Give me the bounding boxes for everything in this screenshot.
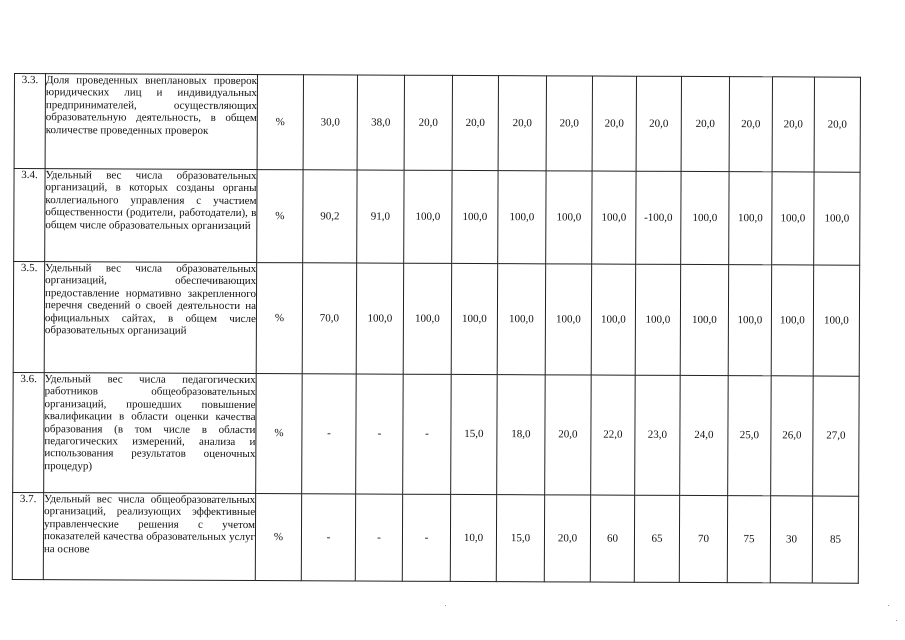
value-cell: 18,0 [497,375,546,495]
value-cell: 15,0 [496,495,544,582]
value-cell: 100,0 [591,264,635,375]
indicator-description: Доля проведенных внеплановых проверок юридических лиц и индивидуальных предпринимателей, осуществляющих образовательную деятельность, в общем количестве проведенных проверок [45,74,257,170]
unit-cell: % [255,494,301,581]
value-cell: 60 [590,495,634,582]
value-cell: 10,0 [450,494,496,581]
value-cell: 23,0 [635,375,681,495]
table-row [12,492,858,583]
value-cell: 20,0 [681,76,729,171]
indicators-table [12,73,861,584]
value-cell: 100,0 [497,264,545,375]
value-cell: 30,0 [303,75,357,170]
value-cell: 100,0 [592,171,636,264]
value-cell: 85 [812,496,858,583]
value-cell: 20,0 [729,77,772,172]
value-cell: - [403,374,452,494]
value-cell: 65 [634,495,679,582]
value-cell: 25,0 [728,376,772,496]
table-row [13,372,860,496]
value-cell: 100,0 [451,263,497,374]
value-cell: 100,0 [814,172,860,265]
value-cell: 100,0 [635,264,680,375]
unit-cell: % [256,374,303,494]
table-row [14,74,860,173]
scan-speck [445,605,446,606]
value-cell: 20,0 [546,76,592,171]
row-number: 3.7. [12,492,43,579]
table-row [14,169,860,266]
row-number: 3.5. [13,262,44,373]
value-cell: - [302,374,357,494]
unit-cell: % [256,263,302,374]
value-cell: 15,0 [451,374,498,494]
value-cell: 20,0 [636,76,681,171]
table-row [13,262,859,377]
value-cell: - [356,374,404,494]
value-cell: 20,0 [592,76,636,171]
value-cell: 24,0 [680,375,729,495]
value-cell: 27,0 [813,376,860,496]
value-cell: 100,0 [546,171,592,264]
value-cell: 100,0 [404,170,452,263]
value-cell: 90,2 [303,170,357,263]
value-cell: 70,0 [302,263,356,374]
value-cell: - [301,494,355,581]
scan-speck [888,605,889,606]
value-cell: 20,0 [498,76,546,171]
value-cell: 38,0 [357,75,404,170]
value-cell: 75 [727,496,770,583]
value-cell: 20,0 [404,75,452,170]
value-cell: - [402,494,450,581]
value-cell: 20,0 [772,77,814,172]
value-cell: 100,0 [545,264,591,375]
unit-cell: % [257,170,303,263]
value-cell: 30 [770,496,812,583]
indicator-description: Удельный вес числа общеобразовательных организаций, реализующих эффективные управленческие решения с учетом показателей качества образовательных услуг на основе [43,493,255,581]
row-number: 3.4. [14,169,45,262]
value-cell: 100,0 [771,265,813,376]
value-cell: 100,0 [356,263,403,374]
value-cell: 91,0 [357,170,404,263]
value-cell: 100,0 [498,171,546,264]
row-number: 3.6. [13,372,45,492]
indicator-description: Удельный вес числа образовательных организаций, в которых созданы органы коллегиального управления с участием общественности (родители, работодатели), в общем числе образовательных организаций [45,169,257,263]
indicator-description: Удельный вес числа педагогических работников общеобразовательных организаций, прошедших повышение квалификации в области оценки качества образования (в том числе в области педагогических измерений, анализа и использования результатов оценочных процедур) [44,373,257,494]
value-cell: 100,0 [452,170,498,263]
value-cell: 26,0 [771,376,814,496]
value-cell: 100,0 [681,171,729,264]
indicator-description: Удельный вес числа образовательных организаций, обеспечивающих предоставление нормативно закрепленного перечня сведений о своей деятельности на официальных сайтах, в общем числе образовательных организаций [44,262,256,374]
value-cell: 20,0 [814,77,860,172]
value-cell: 20,0 [452,75,498,170]
value-cell: 20,0 [544,495,590,582]
value-cell: 100,0 [403,263,451,374]
value-cell: 100,0 [772,172,814,265]
value-cell: 100,0 [729,172,772,265]
scan-speck [896,620,897,621]
value-cell: 100,0 [813,265,859,376]
value-cell: -100,0 [636,171,681,264]
value-cell: 22,0 [591,375,636,495]
value-cell: 70 [679,495,727,582]
value-cell: 100,0 [728,265,771,376]
value-cell: - [355,494,402,581]
value-cell: 100,0 [680,264,728,375]
value-cell: 20,0 [545,375,592,495]
row-number: 3.3. [14,74,45,169]
unit-cell: % [257,75,303,170]
